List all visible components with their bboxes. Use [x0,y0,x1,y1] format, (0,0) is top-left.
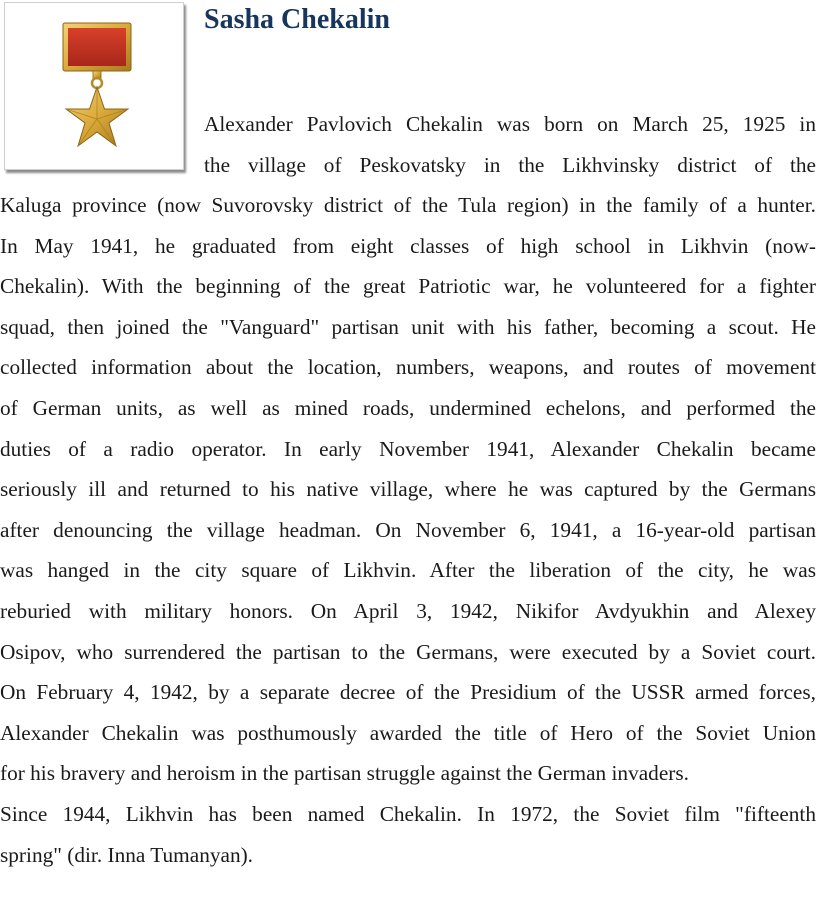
text-line: Alexander Pavlovich Chekalin was born on March 25, 1925 in [204,112,816,136]
text-line: was hanged in the city square of Likhvin. After the liberation of the city, he was [0,558,816,583]
text-line: of German units, as well as mined roads, undermined echelons, and performed the [0,395,816,420]
text-line: the village of Peskovatsky in the Likhvinsky district of the [204,152,816,177]
biography-body [0,185,816,875]
text-line: On February 4, 1942, by a separate decree of the Presidium of the USSR armed forces, [0,680,816,705]
text-line: seriously ill and returned to his native village, where he was captured by the Germans [0,477,816,502]
text-line: squad, then joined the "Vanguard" partisan unit with his father, becoming a scout. He [0,314,816,339]
medal-picture-frame [4,2,184,170]
text-line: Osipov, who surrendered the partisan to the Germans, were executed by a Soviet court. [0,639,816,664]
text-line: Since 1944, Likhvin has been named Chekalin. In 1972, the Soviet film "fifteenth [0,801,816,826]
text-line: In May 1941, he graduated from eight classes of high school in Likhvin (now- [0,233,816,258]
text-line: Chekalin). With the beginning of the great Patriotic war, he volunteered for a fighter [0,274,816,299]
text-line: Kaluga province (now Suvorovsky district of the Tula region) in the family of a hunter. [0,193,816,217]
text-line: spring" (dir. Inna Tumanyan). [0,842,254,867]
biography-lead-paragraph [204,104,816,185]
text-line: duties of a radio operator. In early November 1941, Alexander Chekalin became [0,436,816,461]
text-line: for his bravery and heroism in the partisan struggle against the German invaders. [0,761,689,786]
text-line: reburied with military honors. On April 3, 1942, Nikifor Avdyukhin and Alexey [0,598,816,623]
text-line: after denouncing the village headman. On November 6, 1941, a 16-year-old partisan [0,517,816,542]
text-line: collected information about the location, numbers, weapons, and routes of movement [0,355,816,380]
page-title: Sasha Chekalin [204,4,390,35]
hero-of-soviet-union-gold-star-medal-icon [5,3,185,171]
text-line: Alexander Chekalin was posthumously awarded the title of Hero of the Soviet Union [0,720,816,745]
